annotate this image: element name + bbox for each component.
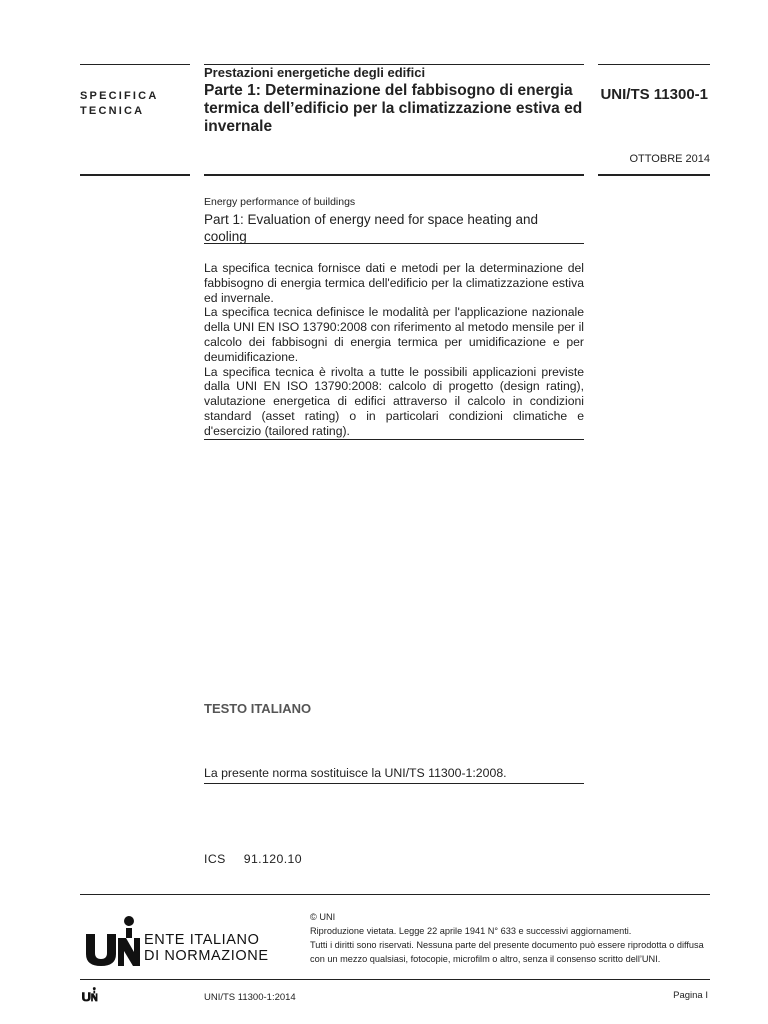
header-rule-left-top [80,64,190,65]
footer-standard-code: UNI/TS 11300-1:2014 [204,992,296,1003]
english-title-block [204,196,584,245]
document-type-line2: TECNICA [80,105,145,117]
uni-logo [84,912,284,968]
footer-uni-logo-mark [80,986,100,1002]
abstract [204,261,584,439]
footer-bottom-rule [80,979,710,980]
publication-date: OTTOBRE 2014 [629,153,710,165]
replaces-rule [204,783,584,784]
header-rule-right-top [598,64,710,65]
header-rule-left-bottom [80,174,190,176]
uni-logo-line2: DI NORMAZIONE [144,948,269,964]
title-block [204,65,584,136]
header-rule-mid-bottom [204,174,584,176]
replaces-note: La presente norma sostituisce la UNI/TS 11300-1:2008. [204,766,507,780]
language-label: TESTO ITALIANO [204,701,312,716]
english-rule [204,243,584,244]
ics-classification [204,852,302,866]
copyright-line: Riproduzione vietata. Legge 22 aprile 1941 N° 633 e successivi aggiornamenti. [310,926,632,936]
footer-uni-logo [80,986,100,1007]
copyright-owner: © UNI [310,912,336,922]
header-rule-right-bottom [598,174,710,176]
main-title: Parte 1: Determinazione del fabbisogno di energia termica dell’edificio per la climatizzazione estiva ed invernale [204,82,583,135]
document-type-line1: SPECIFICA [80,90,159,102]
english-series: Energy performance of buildings [204,196,356,208]
english-title: Part 1: Evaluation of energy need for space heating and cooling [204,212,538,244]
abstract-paragraph: La specifica tecnica è rivolta a tutte le possibili applicazioni previste dalla UNI EN ISO 13790:2008: calcolo di progetto (design rating), valutazione energetica di edifici attraverso il calcolo in condizioni standard (asset rating) o in particolari condizioni climatiche e d'esercizio (tailored rating). [204,364,584,438]
footer-top-rule [80,894,710,895]
page-number: Pagina I [673,990,708,1001]
uni-logo-mark [84,912,144,968]
ics-label: ICS [204,852,226,866]
copyright-line: Tutti i diritti sono riservati. Nessuna parte del presente documento può essere riprodotta o diffusa [310,940,704,950]
abstract-rule [204,439,584,440]
copyright-block [310,910,710,966]
ics-value: 91.120.10 [243,852,303,866]
uni-logo-line1: ENTE ITALIANO [144,932,260,948]
abstract-paragraph: La specifica tecnica definisce le modalità per l'applicazione nazionale della UNI EN ISO 13790:2008 con riferimento al metodo mensile per il calcolo dei fabbisogni di energia termica per umidificazione e per deumidificazione. [204,305,584,364]
abstract-paragraph: La specifica tecnica fornisce dati e metodi per la determinazione del fabbisogno di energia termica dell'edificio per la climatizzazione estiva ed invernale. [204,261,584,305]
document-type [80,89,158,119]
uni-logo-text [144,932,269,964]
series-title: Prestazioni energetiche degli edifici [204,65,426,80]
standard-code: UNI/TS 11300-1 [600,86,708,103]
copyright-line: con un mezzo qualsiasi, fotocopie, microfilm o altro, senza il consenso scritto dell’UNI. [310,954,661,964]
